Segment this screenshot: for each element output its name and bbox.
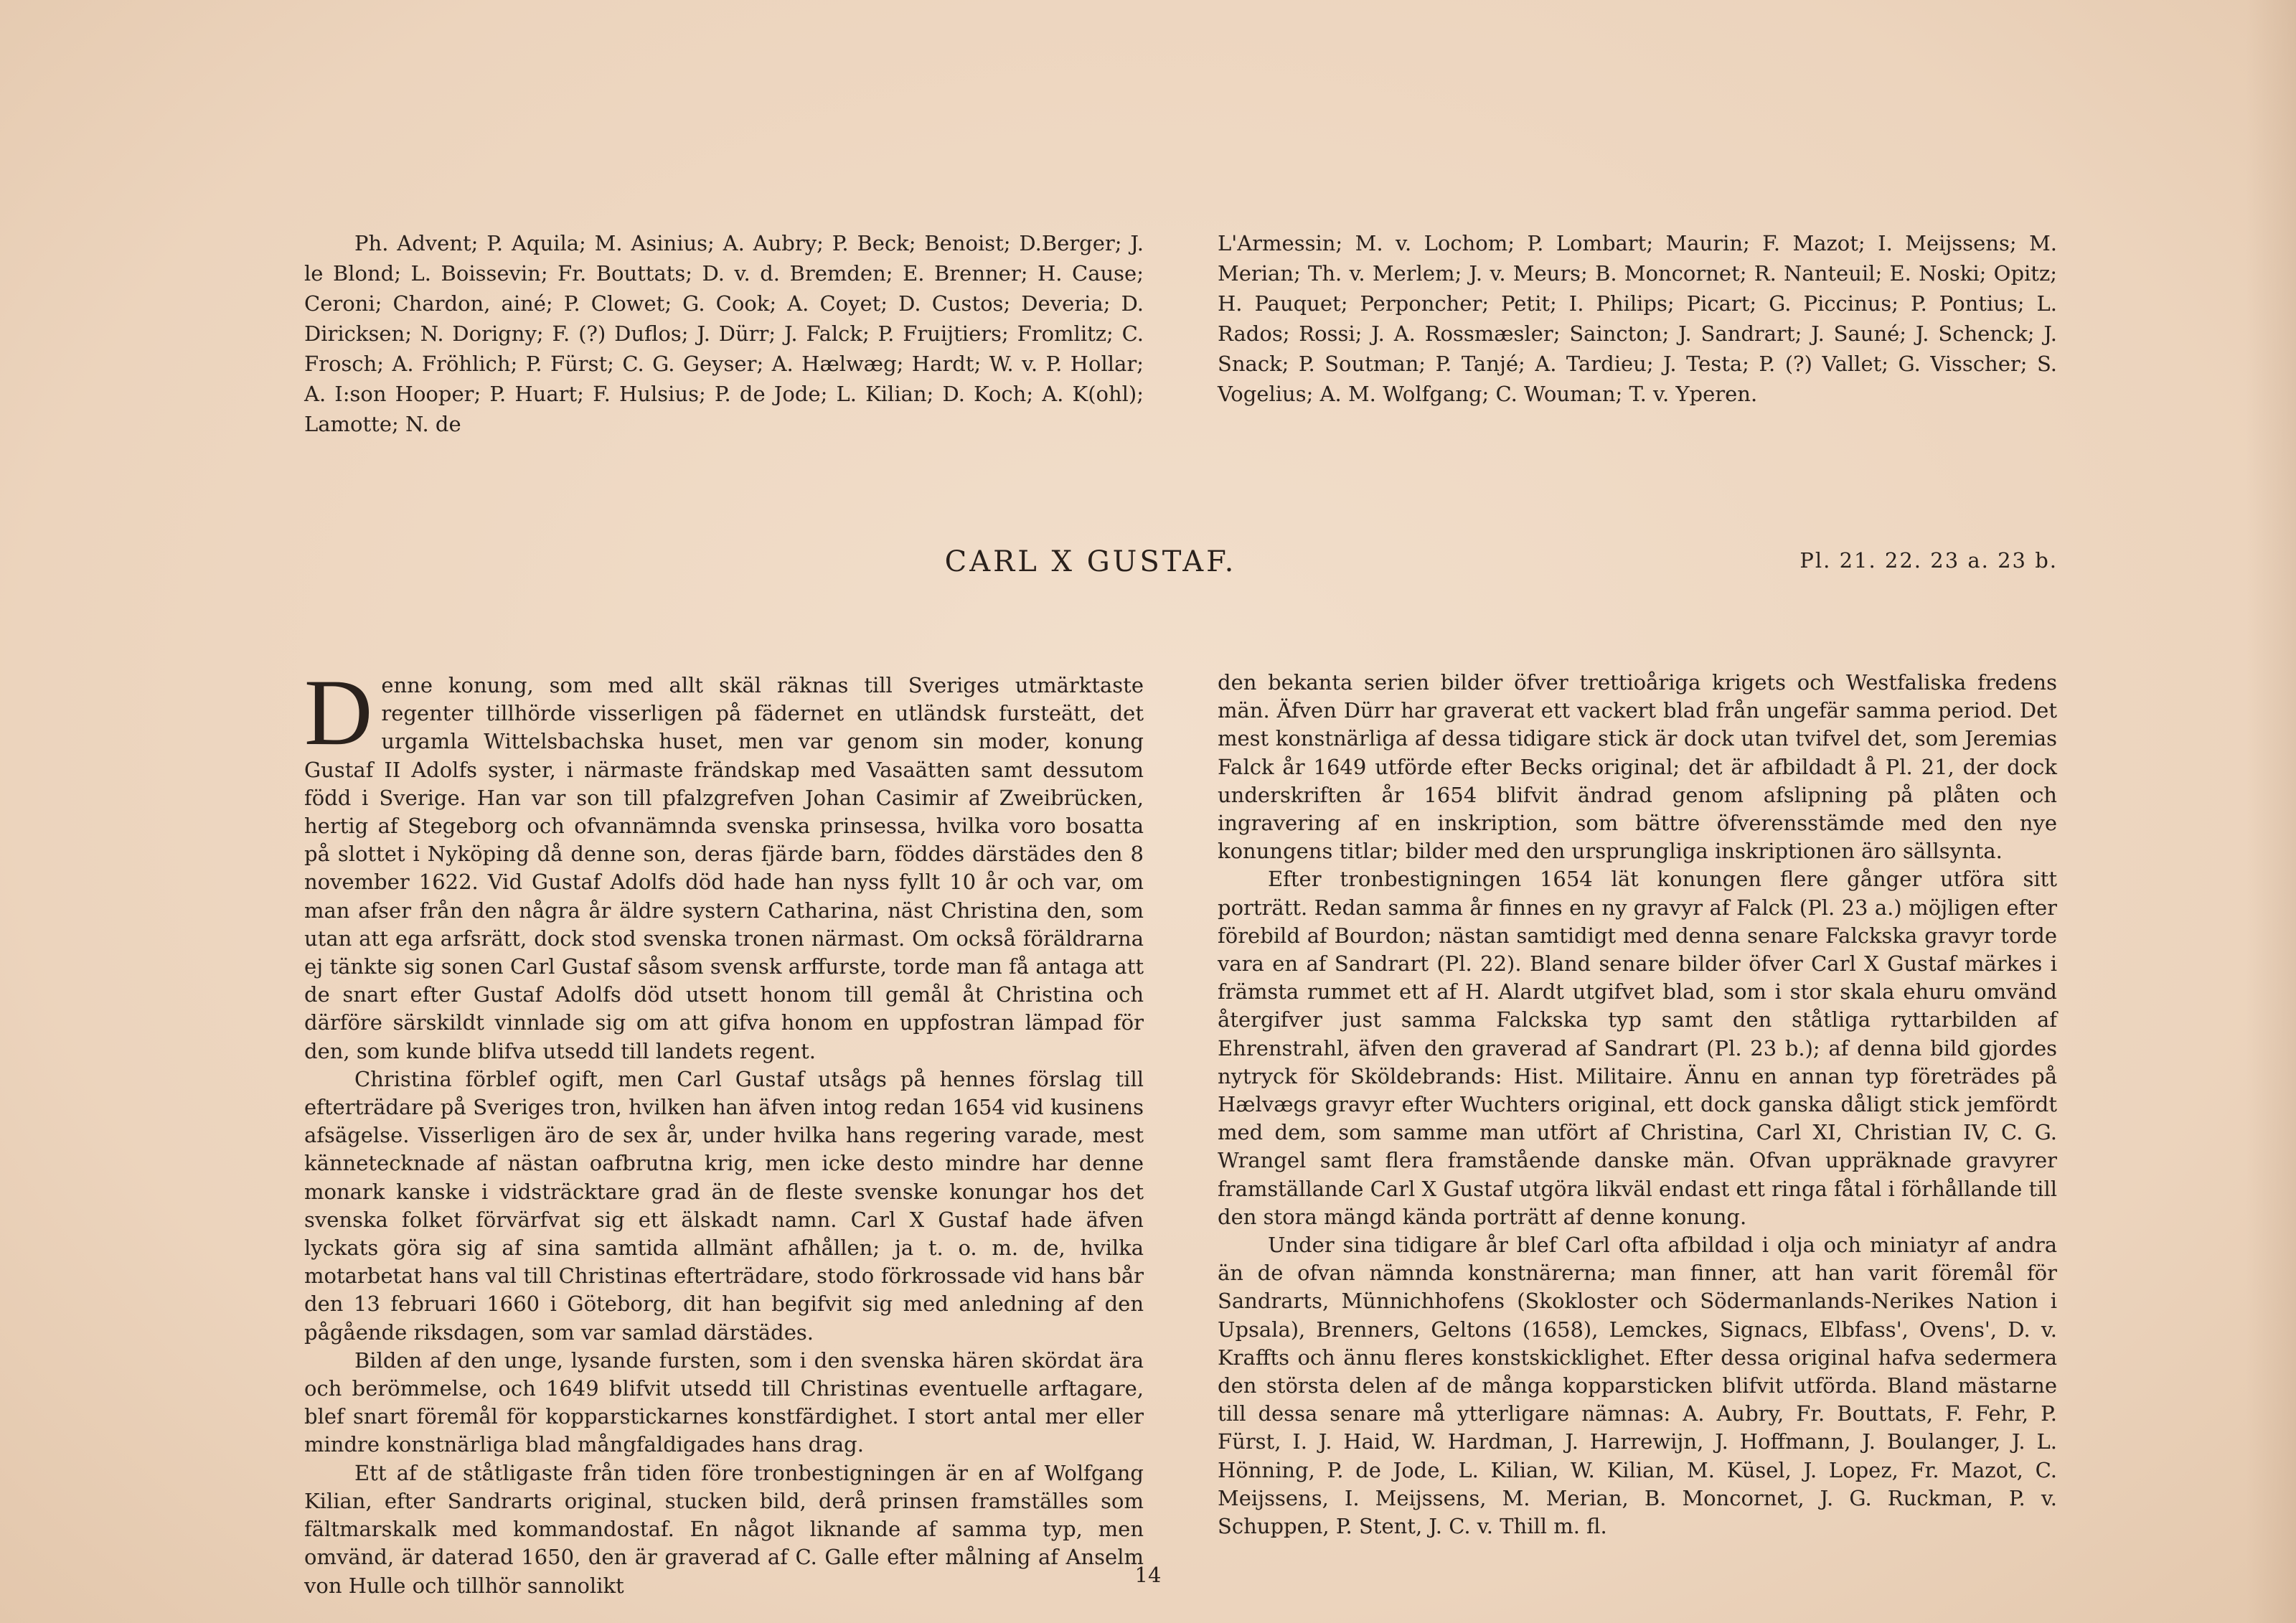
engraver-list-left-text: Ph. Advent; P. Aquila; M. Asinius; A. Aubry; P. Beck; Benoist; D.Berger; J. le Blond; L. Boissevin; Fr. Bouttats; D. v. d. Bremden; E. Brenner; H. Cause; Ceroni; Chardon, ainé; P. Clowet; G. Cook; A. Coyet; D. Custos; Deveria; D. Diricksen; N. Dorigny; F. (?) Duflos; J. Dürr; J. Falck; P. Fruijtiers; Fromlitz; C. Frosch; A. Fröhlich; P. Fürst; C. G. Geyser; A. Hælwæg; Hardt; W. v. P. Hollar; A. I:son Hooper; P. Huart; F. Hulsius; P. de Jode; L. Kilian; D. Koch; A. K(ohl); Lamotte; N. de [304,231,1144,436]
paragraph-4: Ett af de ståtligaste från tiden före tronbestigningen är en af Wolfgang Kilian, efter Sandrarts original, stucken bild, derå prinsen framställes som fältmarskalk med kommandostaf. En något liknande af samma typ, men omvänd, är daterad 1650, den är graverad af C. Galle efter målning af Anselm von Hulle och tillhör sannolikt [304,1460,1144,1598]
paragraph-3: Bilden af den unge, lysande fursten, som i den svenska hären skördat ära och berömmelse, och 1649 blifvit utsedd till Christinas eventuelle arftagare, blef snart föremål för kopparstickarnes konstfärdighet. I stort antal mer eller mindre konstnärliga blad mångfaldigades hans drag. [304,1347,1144,1457]
paragraph-1 [304,659,1144,1065]
paragraph-2: Christina förblef ogift, men Carl Gustaf utsågs på hennes förslag till efterträdare på Sveriges tron, hvilken han äfven intog redan 1654 vid kusinens afsägelse. Visserligen äro de sex år, under hvilka hans regering varade, mest kännetecknade af nästan oafbrutna krig, men icke desto mindre har denne monark kanske i vidsträcktare grad än de fleste svenske konungar hos det svenska folket förvärfvat sig ett älskadt namn. Carl X Gustaf hade äfven lyckats göra sig af sina samtida allmänt afhållen; ja t. o. m. de, hvilka motarbetat hans val till Christinas efterträdare, stodo förkrossade vid hans bår den 13 februari 1660 i Göteborg, dit han begifvit sig med anledning af den pågående riksdagen, som var samlad därstädes. [304,1066,1144,1345]
engraver-list-right-text: L'Armessin; M. v. Lochom; P. Lombart; Maurin; F. Mazot; I. Meijssens; M. Merian; Th. v. Merlem; J. v. Meurs; B. Moncornet; R. Nanteuil; E. Noski; Opitz; H. Pauquet; Perponcher; Petit; I. Philips; Picart; G. Piccinus; P. Pontius; L. Rados; Rossi; J. A. Rossmæsler; Saincton; J. Sandrart; J. Sauné; J. Schenck; J. Snack; P. Soutman; P. Tanjé; A. Tardieu; J. Testa; P. (?) Vallet; G. Visscher; S. Vogelius; A. M. Wolfgang; C. Wouman; T. v. Yperen. [1218,231,2057,406]
right-text-column [1218,669,2057,1540]
paragraph-5: den bekanta serien bilder öfver trettioåriga krigets och Westfaliska fredens män. Äfven Dürr har graverat ett vackert blad från ungefär samma period. Det mest konstnärliga af dessa tidigare stick är dock utan tvifvel det, som Jeremias Falck år 1649 utförde efter Becks original; det är afbildadt å Pl. 21, der dock underskriften år 1654 blifvit ändrad genom afslipning på plåten och ingravering af en inskription, som bättre öfverensstämde med den nye konungens titlar; bilder med den ursprungliga inskriptionen äro sällsynta. [1218,670,2057,864]
section-title: CARL X GUSTAF. [944,545,1237,578]
plate-reference: Pl. 21. 22. 23 a. 23 b. [1799,548,2058,573]
page-number: 14 [1134,1563,1162,1587]
left-text-column [304,659,1144,1600]
drop-cap: D [304,659,373,765]
engraver-list-right [1218,228,2057,409]
paragraph-1-text: enne konung, som med allt skäl räknas till Sveriges utmärktaste regenter tillhörde visserligen på fädernet en utländsk fursteätt, det urgamla Wittelsbachska huset, men var genom sin moder, konung Gustaf II Adolfs syster, i närmaste frändskap med Vasaätten samt dessutom född i Sverige. Han var son till pfalzgrefven Johan Casimir af Zweibrücken, hertig af Stegeborg och ofvannämnda svenska prinsessa, hvilka voro bosatta på slottet i Nyköping då denne son, deras fjärde barn, föddes därstädes den 8 november 1622. Vid Gustaf Adolfs död hade han nyss fyllt 10 år och var, om man afser från den några år äldre systern Catharina, näst Christina den, som utan att ega arfsrätt, dock stod svenska tronen närmast. Om också föräldrarna ej tänkte sig sonen Carl Gustaf såsom svensk arffurste, torde man få antaga att de snart efter Gustaf Adolfs död utsett honom till gemål åt Christina och därföre särskildt vinnlade sig om att gifva honom en uppfostran lämpad för den, som kunde blifva utsedd till landets regent. [304,673,1144,1063]
paragraph-6: Efter tronbestigningen 1654 lät konungen flere gånger utföra sitt porträtt. Redan samma år finnes en ny gravyr af Falck (Pl. 23 a.) möjligen efter förebild af Bourdon; nästan samtidigt med denna senare Falckska gravyr torde vara en af Sandrart (Pl. 22). Bland senare bilder öfver Carl X Gustaf märkes i främsta rummet ett af H. Alardt utgifvet blad, som i stor skala ehuru omvänd återgifver just samma Falckska typ samt den ståtliga ryttarbilden af Ehrenstrahl, äfven den graverad af Sandrart (Pl. 23 b.); af denna bild gjordes nytryck för Sköldebrands: Hist. Militaire. Ännu en annan typ företrädes på Hælvægs gravyr efter Wuchters original, ett dock ganska dåligt stick jemfördt med dem, som samme man utfört af Christina, Carl XI, Christian IV, C. G. Wrangel samt flera framstående danske män. Ofvan uppräknade gravyrer framställande Carl X Gustaf utgöra likväl endast ett ringa fåtal i förhållande till den stora mängd kända porträtt af denne konung. [1218,867,2057,1229]
engraver-list-left [304,228,1144,439]
paragraph-7: Under sina tidigare år blef Carl ofta afbildad i olja och miniatyr af andra än de ofvan nämnda konstnärerna; man finner, att han varit föremål för Sandrarts, Münnichhofens (Skokloster och Södermanlands-Nerikes Nation i Upsala), Brenners, Geltons (1658), Lemckes, Signacs, Elbfass', Ovens', D. v. Kraffts och ännu fleres konstskicklighet. Efter dessa original hafva sedermera den största delen af de många kopparsticken blifvit utförda. Bland mästarne till dessa senare må ytterligare nämnas: A. Aubry, Fr. Bouttats, F. Fehr, P. Fürst, I. J. Haid, W. Hardman, J. Harrewijn, J. Hoffmann, J. Boulanger, J. L. Hönning, P. de Jode, L. Kilian, W. Kilian, M. Küsel, J. Lopez, Fr. Mazot, C. Meijssens, I. Meijssens, M. Merian, B. Moncornet, J. G. Ruckman, P. v. Schuppen, P. Stent, J. C. v. Thill m. fl. [1218,1233,2057,1539]
page-edge-shadow [2246,0,2296,1623]
